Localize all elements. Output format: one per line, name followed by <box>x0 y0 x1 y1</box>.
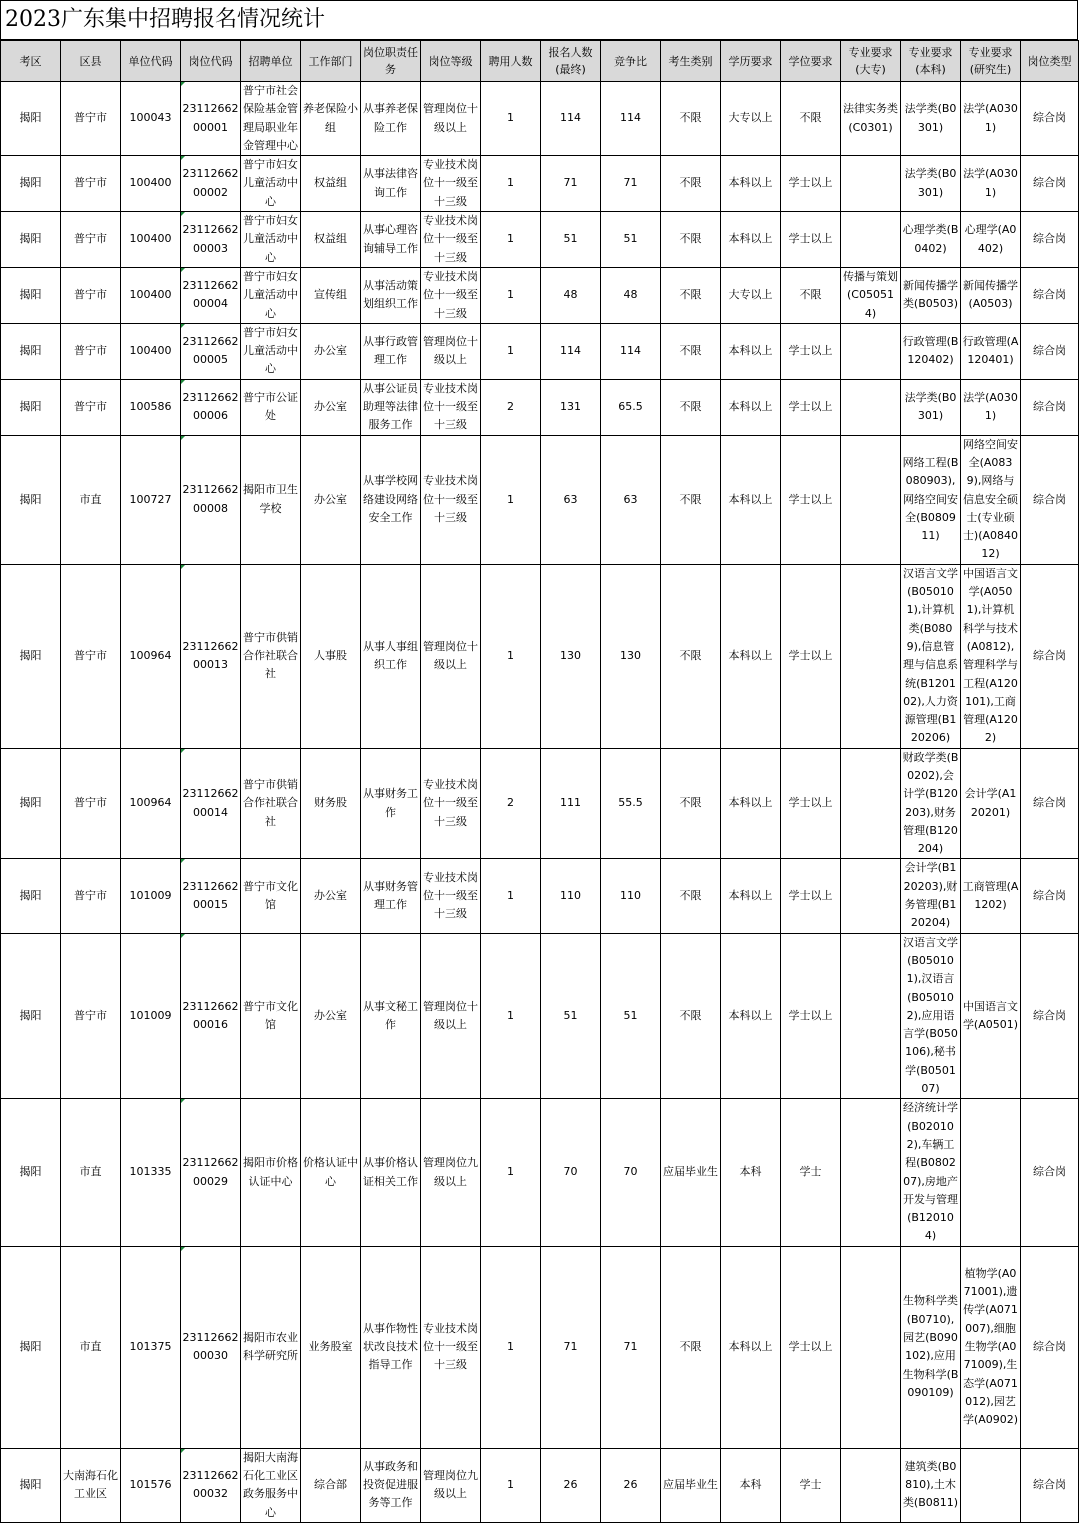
cell-ratio: 26 <box>601 1448 661 1522</box>
cell-ratio: 114 <box>601 323 661 379</box>
cell-major-graduate: 法学(A0301) <box>961 379 1021 435</box>
cell-candidate-type: 不限 <box>661 933 721 1099</box>
cell-employer: 普宁市妇女儿童活动中心 <box>241 267 301 323</box>
cell-degree: 学士以上 <box>781 379 841 435</box>
cell-post-code: 2311266200002 <box>181 156 241 212</box>
cell-candidate-type: 不限 <box>661 1246 721 1448</box>
cell-employer: 普宁市妇女儿童活动中心 <box>241 323 301 379</box>
cell-duties: 从事养老保险工作 <box>361 82 421 156</box>
cell-post-level: 专业技术岗位十一级至十三级 <box>421 859 481 933</box>
cell-department: 人事股 <box>301 564 361 748</box>
header-hires: 聘用人数 <box>481 41 541 82</box>
cell-unit-code: 101576 <box>121 1448 181 1522</box>
cell-education: 本科以上 <box>721 379 781 435</box>
cell-duties: 从事法律咨询工作 <box>361 156 421 212</box>
cell-major-graduate: 中国语言文学(A0501) <box>961 933 1021 1099</box>
cell-department: 权益组 <box>301 212 361 268</box>
table-row <box>1 323 1079 379</box>
cell-post-level: 专业技术岗位十一级至十三级 <box>421 379 481 435</box>
cell-applicants: 111 <box>541 748 601 859</box>
cell-unit-code: 100964 <box>121 748 181 859</box>
cell-applicants: 114 <box>541 82 601 156</box>
cell-post-type: 综合岗 <box>1021 859 1079 933</box>
cell-post-code: 2311266200013 <box>181 564 241 748</box>
header-education: 学历要求 <box>721 41 781 82</box>
cell-hires: 1 <box>481 1448 541 1522</box>
cell-post-code: 2311266200001 <box>181 82 241 156</box>
cell-applicants: 51 <box>541 212 601 268</box>
cell-major-college: 传播与策划(C050514) <box>841 267 901 323</box>
cell-department: 办公室 <box>301 859 361 933</box>
cell-unit-code: 100043 <box>121 82 181 156</box>
cell-employer: 揭阳市农业科学研究所 <box>241 1246 301 1448</box>
table-row <box>1 435 1079 564</box>
cell-ratio: 71 <box>601 1246 661 1448</box>
header-post-type: 岗位类型 <box>1021 41 1079 82</box>
cell-post-code: 2311266200015 <box>181 859 241 933</box>
cell-exam-area: 揭阳 <box>1 156 61 212</box>
cell-employer: 普宁市公证处 <box>241 379 301 435</box>
cell-candidate-type: 不限 <box>661 156 721 212</box>
cell-candidate-type: 不限 <box>661 267 721 323</box>
cell-post-type: 综合岗 <box>1021 1246 1079 1448</box>
cell-education: 本科以上 <box>721 564 781 748</box>
cell-exam-area: 揭阳 <box>1 1246 61 1448</box>
cell-department: 权益组 <box>301 156 361 212</box>
cell-unit-code: 100400 <box>121 323 181 379</box>
cell-education: 大专以上 <box>721 82 781 156</box>
cell-candidate-type: 不限 <box>661 212 721 268</box>
cell-department: 办公室 <box>301 379 361 435</box>
cell-post-type: 综合岗 <box>1021 933 1079 1099</box>
cell-education: 本科以上 <box>721 748 781 859</box>
cell-candidate-type: 应届毕业生 <box>661 1099 721 1246</box>
cell-major-bachelor: 建筑类(B0810),土木类(B0811) <box>901 1448 961 1522</box>
cell-major-college <box>841 748 901 859</box>
cell-district: 普宁市 <box>61 564 121 748</box>
cell-duties: 从事文秘工作 <box>361 933 421 1099</box>
cell-district: 普宁市 <box>61 748 121 859</box>
cell-department: 办公室 <box>301 435 361 564</box>
cell-ratio: 114 <box>601 82 661 156</box>
cell-major-graduate: 法学(A0301) <box>961 82 1021 156</box>
cell-district: 普宁市 <box>61 212 121 268</box>
cell-candidate-type: 不限 <box>661 748 721 859</box>
cell-district: 普宁市 <box>61 933 121 1099</box>
cell-ratio: 110 <box>601 859 661 933</box>
cell-major-graduate: 植物学(A071001),遗传学(A071007),细胞生物学(A071009),生态学(A071012),园艺学(A0902) <box>961 1246 1021 1448</box>
cell-major-graduate: 中国语言文学(A0501),计算机科学与技术(A0812),管理科学与工程(A120101),工商管理(A1202) <box>961 564 1021 748</box>
cell-exam-area: 揭阳 <box>1 564 61 748</box>
cell-major-college <box>841 1246 901 1448</box>
cell-employer: 普宁市妇女儿童活动中心 <box>241 156 301 212</box>
cell-major-college <box>841 212 901 268</box>
cell-post-level: 管理岗位九级以上 <box>421 1099 481 1246</box>
cell-major-bachelor: 法学类(B0301) <box>901 82 961 156</box>
header-department: 工作部门 <box>301 41 361 82</box>
cell-post-type: 综合岗 <box>1021 379 1079 435</box>
table-row <box>1 748 1079 859</box>
cell-ratio: 63 <box>601 435 661 564</box>
cell-major-bachelor: 法学类(B0301) <box>901 379 961 435</box>
cell-major-bachelor: 汉语言文学(B050101),计算机类(B0809),信息管理与信息系统(B120102),人力资源管理(B120206) <box>901 564 961 748</box>
cell-post-level: 管理岗位十级以上 <box>421 933 481 1099</box>
cell-post-type: 综合岗 <box>1021 1099 1079 1246</box>
header-major-college: 专业要求(大专) <box>841 41 901 82</box>
header-ratio: 竞争比 <box>601 41 661 82</box>
cell-degree: 不限 <box>781 82 841 156</box>
cell-exam-area: 揭阳 <box>1 267 61 323</box>
cell-ratio: 51 <box>601 212 661 268</box>
cell-applicants: 63 <box>541 435 601 564</box>
cell-major-college: 法律实务类(C0301) <box>841 82 901 156</box>
cell-exam-area: 揭阳 <box>1 379 61 435</box>
cell-post-level: 管理岗位十级以上 <box>421 82 481 156</box>
cell-post-code: 2311266200008 <box>181 435 241 564</box>
cell-degree: 学士 <box>781 1099 841 1246</box>
cell-major-bachelor: 行政管理(B120402) <box>901 323 961 379</box>
cell-major-college <box>841 379 901 435</box>
cell-hires: 1 <box>481 1099 541 1246</box>
cell-unit-code: 101009 <box>121 859 181 933</box>
cell-degree: 学士 <box>781 1448 841 1522</box>
cell-duties: 从事财务管理工作 <box>361 859 421 933</box>
cell-post-code: 2311266200004 <box>181 267 241 323</box>
cell-exam-area: 揭阳 <box>1 748 61 859</box>
cell-degree: 学士以上 <box>781 859 841 933</box>
cell-duties: 从事政务和投资促进服务等工作 <box>361 1448 421 1522</box>
cell-hires: 1 <box>481 933 541 1099</box>
cell-post-code: 2311266200016 <box>181 933 241 1099</box>
cell-candidate-type: 不限 <box>661 82 721 156</box>
cell-degree: 学士以上 <box>781 323 841 379</box>
cell-duties: 从事人事组织工作 <box>361 564 421 748</box>
cell-candidate-type: 不限 <box>661 323 721 379</box>
cell-exam-area: 揭阳 <box>1 212 61 268</box>
cell-exam-area: 揭阳 <box>1 1448 61 1522</box>
cell-employer: 普宁市供销合作社联合社 <box>241 564 301 748</box>
cell-candidate-type: 不限 <box>661 379 721 435</box>
cell-post-type: 综合岗 <box>1021 323 1079 379</box>
cell-applicants: 26 <box>541 1448 601 1522</box>
cell-district: 普宁市 <box>61 323 121 379</box>
cell-exam-area: 揭阳 <box>1 1099 61 1246</box>
cell-major-graduate: 工商管理(A1202) <box>961 859 1021 933</box>
cell-post-type: 综合岗 <box>1021 435 1079 564</box>
table-row <box>1 1099 1079 1246</box>
cell-ratio: 65.5 <box>601 379 661 435</box>
cell-post-type: 综合岗 <box>1021 564 1079 748</box>
header-exam-area: 考区 <box>1 41 61 82</box>
cell-district: 市直 <box>61 435 121 564</box>
cell-hires: 1 <box>481 323 541 379</box>
cell-post-type: 综合岗 <box>1021 748 1079 859</box>
cell-applicants: 70 <box>541 1099 601 1246</box>
cell-degree: 学士以上 <box>781 564 841 748</box>
cell-unit-code: 101009 <box>121 933 181 1099</box>
cell-post-code: 2311266200005 <box>181 323 241 379</box>
cell-post-level: 管理岗位十级以上 <box>421 323 481 379</box>
header-major-graduate: 专业要求(研究生) <box>961 41 1021 82</box>
cell-post-code: 2311266200030 <box>181 1246 241 1448</box>
cell-major-graduate: 心理学(A0402) <box>961 212 1021 268</box>
cell-exam-area: 揭阳 <box>1 859 61 933</box>
cell-employer: 普宁市供销合作社联合社 <box>241 748 301 859</box>
cell-department: 宣传组 <box>301 267 361 323</box>
cell-major-bachelor: 新闻传播学类(B0503) <box>901 267 961 323</box>
header-candidate-type: 考生类别 <box>661 41 721 82</box>
cell-ratio: 48 <box>601 267 661 323</box>
cell-candidate-type: 应届毕业生 <box>661 1448 721 1522</box>
cell-post-level: 专业技术岗位十一级至十三级 <box>421 156 481 212</box>
cell-major-bachelor: 会计学(B120203),财务管理(B120204) <box>901 859 961 933</box>
cell-major-college <box>841 859 901 933</box>
cell-ratio: 71 <box>601 156 661 212</box>
cell-hires: 1 <box>481 82 541 156</box>
cell-major-college <box>841 1448 901 1522</box>
cell-hires: 1 <box>481 212 541 268</box>
cell-hires: 1 <box>481 156 541 212</box>
cell-hires: 1 <box>481 267 541 323</box>
table-row <box>1 933 1079 1099</box>
cell-department: 财务股 <box>301 748 361 859</box>
cell-post-level: 管理岗位九级以上 <box>421 1448 481 1522</box>
cell-duties: 从事价格认证相关工作 <box>361 1099 421 1246</box>
cell-major-graduate: 新闻传播学(A0503) <box>961 267 1021 323</box>
cell-major-graduate: 网络空间安全(A0839),网络与信息安全硕士(专业硕士)(A084012) <box>961 435 1021 564</box>
cell-post-type: 综合岗 <box>1021 82 1079 156</box>
cell-unit-code: 100400 <box>121 156 181 212</box>
cell-post-code: 2311266200029 <box>181 1099 241 1246</box>
cell-applicants: 48 <box>541 267 601 323</box>
cell-hires: 1 <box>481 1246 541 1448</box>
cell-major-bachelor: 心理学类(B0402) <box>901 212 961 268</box>
header-post-code: 岗位代码 <box>181 41 241 82</box>
cell-major-college <box>841 1099 901 1246</box>
cell-department: 办公室 <box>301 933 361 1099</box>
cell-employer: 普宁市妇女儿童活动中心 <box>241 212 301 268</box>
header-row <box>1 41 1079 82</box>
cell-post-code: 2311266200003 <box>181 212 241 268</box>
header-duties: 岗位职责任务 <box>361 41 421 82</box>
header-degree: 学位要求 <box>781 41 841 82</box>
cell-post-level: 专业技术岗位十一级至十三级 <box>421 435 481 564</box>
cell-post-level: 专业技术岗位十一级至十三级 <box>421 748 481 859</box>
cell-employer: 揭阳大南海石化工业区政务服务中心 <box>241 1448 301 1522</box>
cell-education: 本科 <box>721 1448 781 1522</box>
cell-district: 普宁市 <box>61 156 121 212</box>
table-row <box>1 1246 1079 1448</box>
cell-post-type: 综合岗 <box>1021 1448 1079 1522</box>
cell-department: 办公室 <box>301 323 361 379</box>
cell-major-bachelor: 网络工程(B080903),网络空间安全(B080911) <box>901 435 961 564</box>
header-post-level: 岗位等级 <box>421 41 481 82</box>
cell-department: 价格认证中心 <box>301 1099 361 1246</box>
cell-duties: 从事公证员助理等法律服务工作 <box>361 379 421 435</box>
cell-district: 普宁市 <box>61 859 121 933</box>
cell-major-bachelor: 法学类(B0301) <box>901 156 961 212</box>
table-row <box>1 82 1079 156</box>
cell-employer: 普宁市社会保险基金管理局职业年金管理中心 <box>241 82 301 156</box>
cell-district: 市直 <box>61 1099 121 1246</box>
cell-candidate-type: 不限 <box>661 859 721 933</box>
header-district: 区县 <box>61 41 121 82</box>
cell-employer: 普宁市文化馆 <box>241 859 301 933</box>
cell-education: 本科以上 <box>721 933 781 1099</box>
cell-major-college <box>841 323 901 379</box>
cell-applicants: 51 <box>541 933 601 1099</box>
cell-major-graduate: 法学(A0301) <box>961 156 1021 212</box>
table-row <box>1 379 1079 435</box>
cell-major-bachelor: 汉语言文学(B050101),汉语言(B050102),应用语言学(B050106),秘书学(B050107) <box>901 933 961 1099</box>
cell-major-bachelor: 生物科学类(B0710),园艺(B090102),应用生物科学(B090109) <box>901 1246 961 1448</box>
cell-exam-area: 揭阳 <box>1 82 61 156</box>
table-row <box>1 267 1079 323</box>
cell-department: 业务股室 <box>301 1246 361 1448</box>
cell-duties: 从事行政管理工作 <box>361 323 421 379</box>
cell-education: 本科 <box>721 1099 781 1246</box>
cell-unit-code: 100400 <box>121 267 181 323</box>
cell-candidate-type: 不限 <box>661 564 721 748</box>
cell-education: 本科以上 <box>721 156 781 212</box>
cell-degree: 学士以上 <box>781 1246 841 1448</box>
cell-unit-code: 100964 <box>121 564 181 748</box>
cell-applicants: 110 <box>541 859 601 933</box>
cell-post-level: 专业技术岗位十一级至十三级 <box>421 1246 481 1448</box>
cell-employer: 揭阳市卫生学校 <box>241 435 301 564</box>
cell-ratio: 51 <box>601 933 661 1099</box>
cell-applicants: 71 <box>541 1246 601 1448</box>
cell-employer: 揭阳市价格认证中心 <box>241 1099 301 1246</box>
cell-unit-code: 101335 <box>121 1099 181 1246</box>
cell-exam-area: 揭阳 <box>1 933 61 1099</box>
cell-education: 本科以上 <box>721 859 781 933</box>
cell-degree: 不限 <box>781 267 841 323</box>
cell-department: 综合部 <box>301 1448 361 1522</box>
table-row <box>1 859 1079 933</box>
header-major-bachelor: 专业要求(本科) <box>901 41 961 82</box>
cell-unit-code: 101375 <box>121 1246 181 1448</box>
cell-ratio: 70 <box>601 1099 661 1246</box>
page-title: 2023广东集中招聘报名情况统计 <box>0 0 1078 40</box>
cell-major-college <box>841 156 901 212</box>
cell-post-code: 2311266200032 <box>181 1448 241 1522</box>
cell-district: 普宁市 <box>61 379 121 435</box>
cell-applicants: 71 <box>541 156 601 212</box>
cell-major-college <box>841 435 901 564</box>
table-row <box>1 212 1079 268</box>
table-body <box>1 82 1079 1523</box>
cell-ratio: 55.5 <box>601 748 661 859</box>
cell-ratio: 130 <box>601 564 661 748</box>
cell-unit-code: 100400 <box>121 212 181 268</box>
cell-hires: 1 <box>481 564 541 748</box>
cell-major-graduate: 会计学(A120201) <box>961 748 1021 859</box>
cell-post-code: 2311266200014 <box>181 748 241 859</box>
cell-major-college <box>841 933 901 1099</box>
cell-education: 本科以上 <box>721 323 781 379</box>
header-applicants: 报名人数(最终) <box>541 41 601 82</box>
cell-exam-area: 揭阳 <box>1 435 61 564</box>
cell-duties: 从事作物性状改良技术指导工作 <box>361 1246 421 1448</box>
cell-unit-code: 100586 <box>121 379 181 435</box>
cell-applicants: 114 <box>541 323 601 379</box>
cell-post-type: 综合岗 <box>1021 212 1079 268</box>
cell-major-bachelor: 经济统计学(B020102),车辆工程(B080207),房地产开发与管理(B120104) <box>901 1099 961 1246</box>
cell-district: 普宁市 <box>61 82 121 156</box>
cell-post-level: 专业技术岗位十一级至十三级 <box>421 267 481 323</box>
cell-hires: 2 <box>481 748 541 859</box>
header-employer: 招聘单位 <box>241 41 301 82</box>
table-row <box>1 156 1079 212</box>
cell-applicants: 131 <box>541 379 601 435</box>
cell-duties: 从事学校网络建设网络安全工作 <box>361 435 421 564</box>
cell-post-type: 综合岗 <box>1021 156 1079 212</box>
cell-district: 普宁市 <box>61 267 121 323</box>
cell-district: 大南海石化工业区 <box>61 1448 121 1522</box>
cell-unit-code: 100727 <box>121 435 181 564</box>
header-unit-code: 单位代码 <box>121 41 181 82</box>
cell-education: 本科以上 <box>721 212 781 268</box>
cell-major-bachelor: 财政学类(B0202),会计学(B120203),财务管理(B120204) <box>901 748 961 859</box>
cell-hires: 1 <box>481 859 541 933</box>
cell-post-level: 管理岗位十级以上 <box>421 564 481 748</box>
cell-education: 大专以上 <box>721 267 781 323</box>
cell-education: 本科以上 <box>721 1246 781 1448</box>
cell-major-graduate <box>961 1099 1021 1246</box>
cell-education: 本科以上 <box>721 435 781 564</box>
cell-hires: 2 <box>481 379 541 435</box>
cell-department: 养老保险小组 <box>301 82 361 156</box>
cell-degree: 学士以上 <box>781 933 841 1099</box>
cell-major-college <box>841 564 901 748</box>
cell-degree: 学士以上 <box>781 212 841 268</box>
cell-applicants: 130 <box>541 564 601 748</box>
table-row <box>1 1448 1079 1522</box>
cell-degree: 学士以上 <box>781 748 841 859</box>
cell-major-graduate: 行政管理(A120401) <box>961 323 1021 379</box>
cell-degree: 学士以上 <box>781 156 841 212</box>
cell-district: 市直 <box>61 1246 121 1448</box>
cell-duties: 从事活动策划组织工作 <box>361 267 421 323</box>
cell-post-code: 2311266200006 <box>181 379 241 435</box>
cell-employer: 普宁市文化馆 <box>241 933 301 1099</box>
cell-degree: 学士以上 <box>781 435 841 564</box>
table-row <box>1 564 1079 748</box>
recruitment-table <box>0 40 1079 1523</box>
cell-post-type: 综合岗 <box>1021 267 1079 323</box>
cell-major-graduate <box>961 1448 1021 1522</box>
cell-hires: 1 <box>481 435 541 564</box>
cell-duties: 从事财务工作 <box>361 748 421 859</box>
cell-exam-area: 揭阳 <box>1 323 61 379</box>
cell-duties: 从事心理咨询辅导工作 <box>361 212 421 268</box>
cell-candidate-type: 不限 <box>661 435 721 564</box>
cell-post-level: 专业技术岗位十一级至十三级 <box>421 212 481 268</box>
